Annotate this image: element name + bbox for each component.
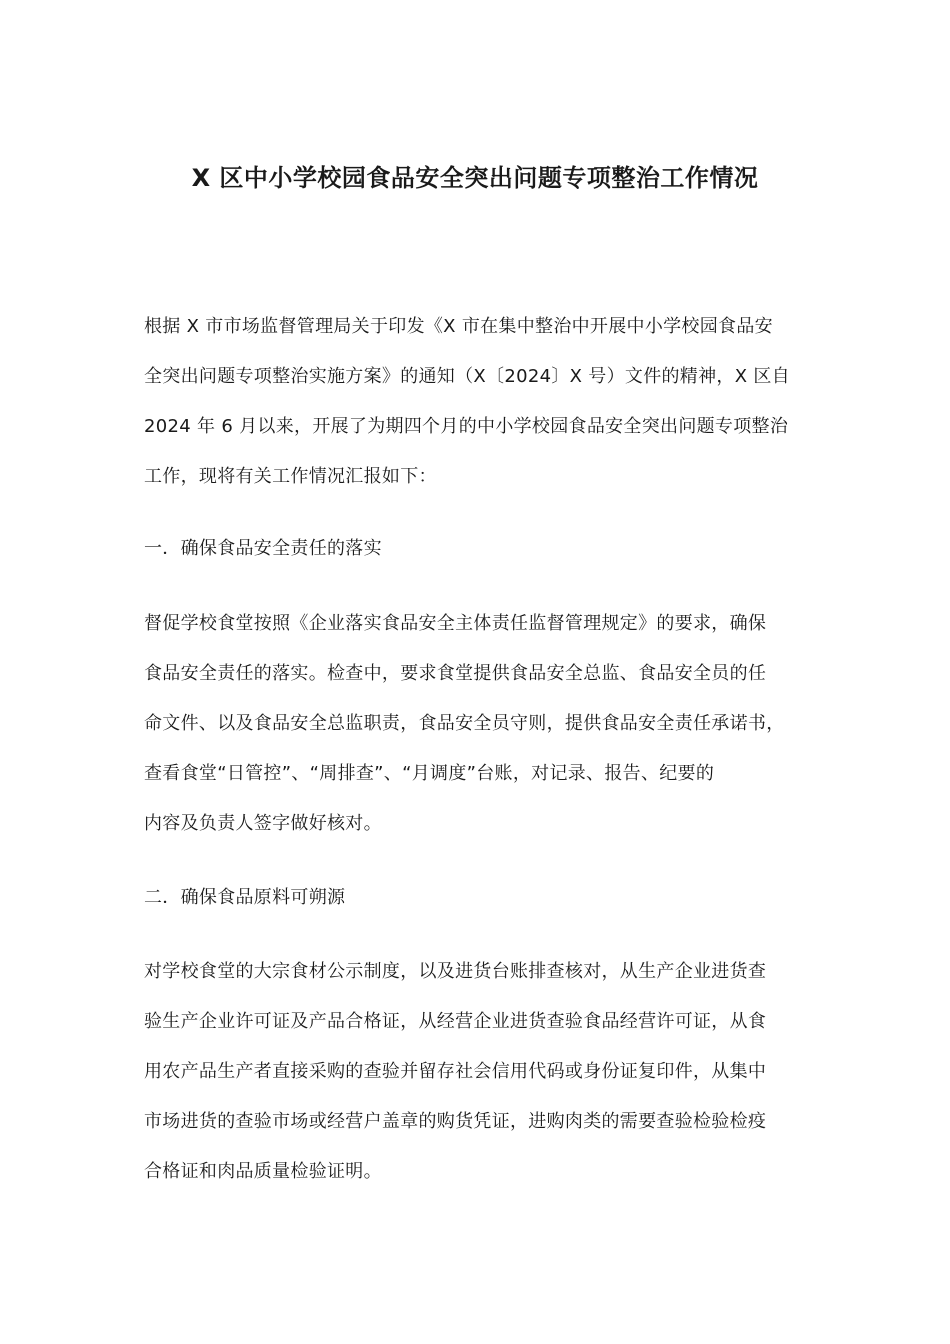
paragraph-line: 内容及负责人签字做好核对。 <box>144 813 382 834</box>
section-1-heading: 一．确保食品安全责任的落实 <box>144 538 382 559</box>
document-title: X 区中小学校园食品安全突出问题专项整治工作情况 <box>191 164 759 192</box>
paragraph-line: 工作，现将有关工作情况汇报如下： <box>144 466 437 487</box>
paragraph-line: 市场进货的查验市场或经营户盖章的购货凭证，进购肉类的需要查验检验检疫 <box>144 1111 767 1132</box>
section-1-paragraph <box>144 599 814 849</box>
intro-paragraph <box>144 302 814 502</box>
paragraph-line: 查看食堂“日管控”、“周排查”、“月调度”台账，对记录、报告、纪要的 <box>144 763 715 784</box>
paragraph-line: 验生产企业许可证及产品合格证，从经营企业进货查验食品经营许可证，从食 <box>144 1011 767 1032</box>
paragraph-line: 根据 X 市市场监督管理局关于印发《X 市在集中整治中开展中小学校园食品安 <box>144 316 773 337</box>
section-2-heading: 二．确保食品原料可朔源 <box>144 887 346 908</box>
paragraph-line: 2024 年 6 月以来，开展了为期四个月的中小学校园食品安全突出问题专项整治 <box>144 416 789 437</box>
paragraph-line: 合格证和肉品质量检验证明。 <box>144 1161 382 1182</box>
paragraph-line: 用农产品生产者直接采购的查验并留存社会信用代码或身份证复印件，从集中 <box>144 1061 767 1082</box>
section-2-paragraph <box>144 947 814 1197</box>
paragraph-line: 全突出问题专项整治实施方案》的通知（X〔2024〕X 号）文件的精神，X 区自 <box>144 366 790 387</box>
paragraph-line: 督促学校食堂按照《企业落实食品安全主体责任监督管理规定》的要求，确保 <box>144 613 767 634</box>
paragraph-line: 对学校食堂的大宗食材公示制度，以及进货台账排查核对，从生产企业进货查 <box>144 961 767 982</box>
paragraph-line: 命文件、以及食品安全总监职责，食品安全员守则，提供食品安全责任承诺书， <box>144 713 785 734</box>
paragraph-line: 食品安全责任的落实。检查中，要求食堂提供食品安全总监、食品安全员的任 <box>144 663 767 684</box>
